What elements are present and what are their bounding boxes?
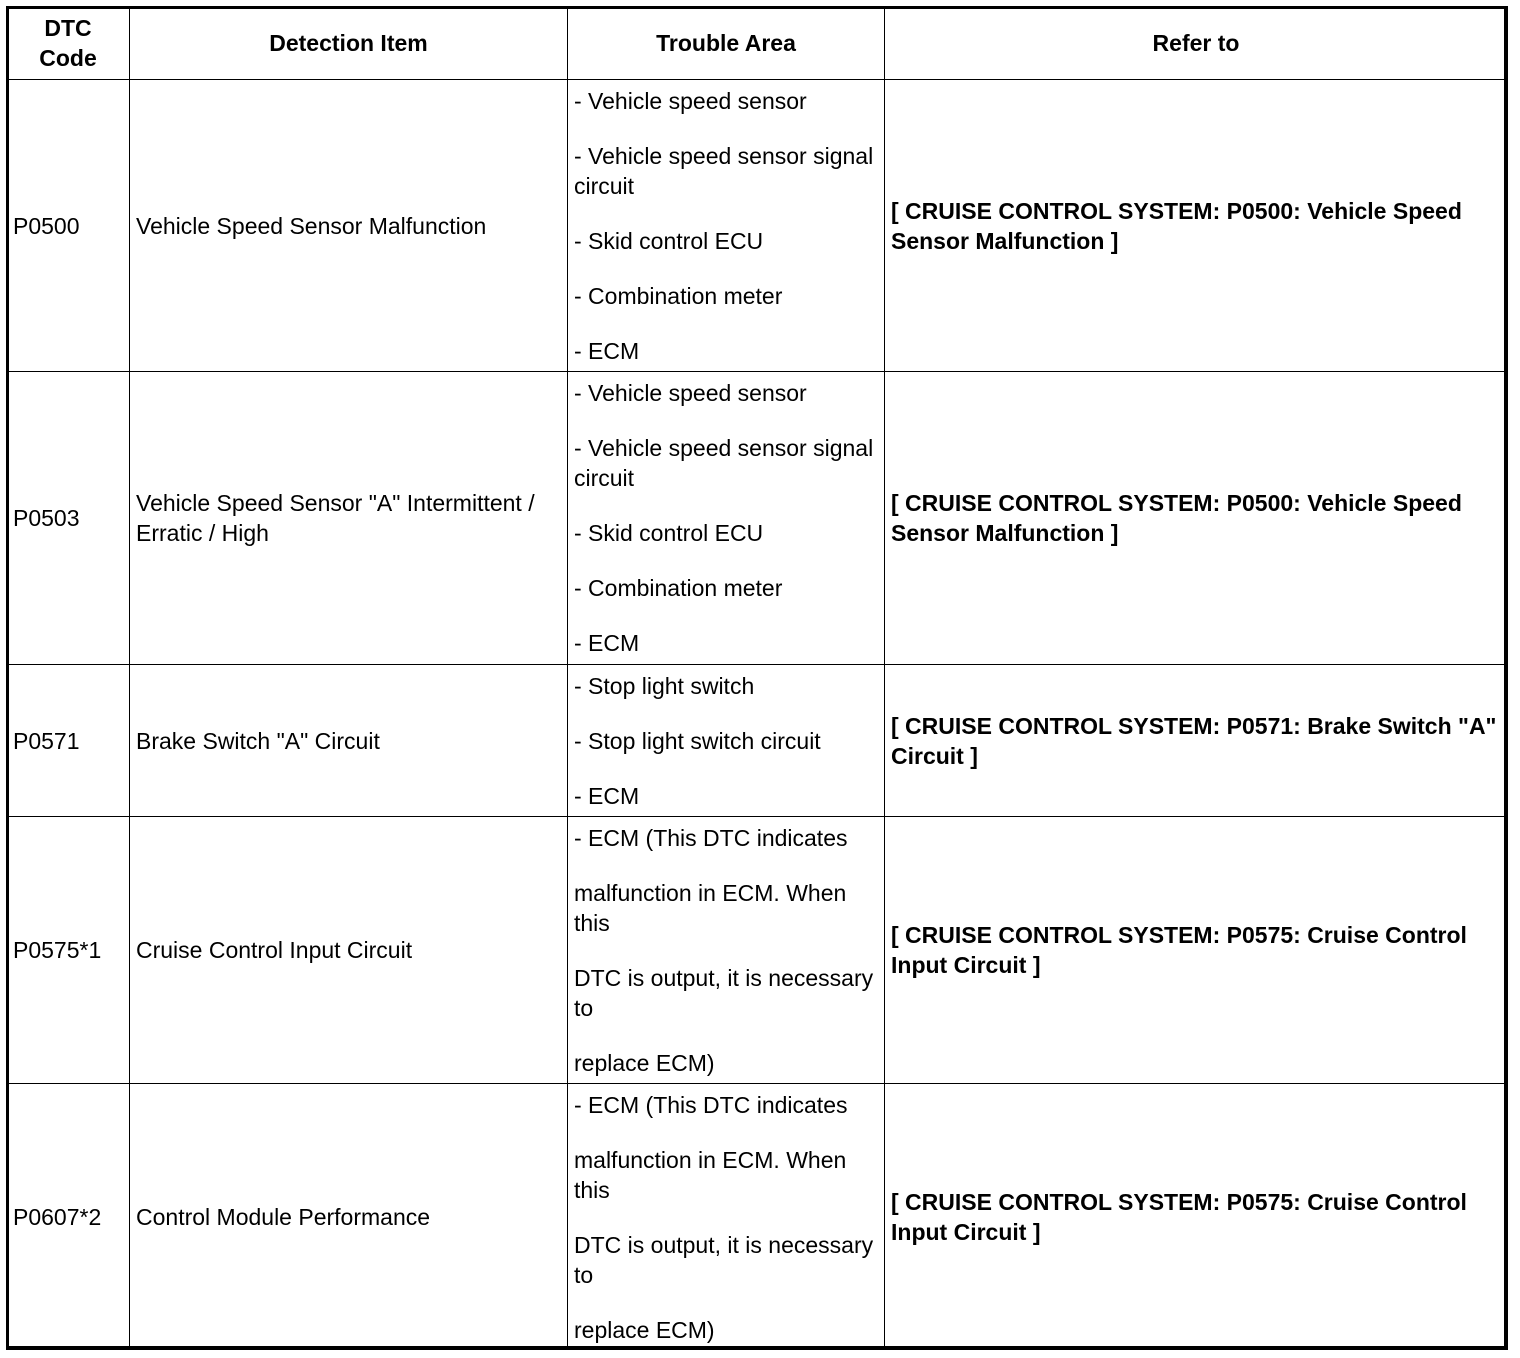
detection-item-cell: Vehicle Speed Sensor "A" Intermittent / Erratic / High [130,372,568,665]
dtc-code-cell: P0500 [7,80,130,372]
detection-item-cell: Vehicle Speed Sensor Malfunction [130,80,568,372]
table-outer-border [6,6,1507,1349]
dtc-code-cell: P0571 [7,665,130,817]
trouble-item: replace ECM) [574,1317,715,1343]
trouble-item: - Skid control ECU [574,520,764,546]
trouble-item: DTC is output, it is necessary to [574,965,874,1021]
trouble-item: - Combination meter [574,575,783,601]
trouble-item: - Skid control ECU [574,228,764,254]
refer-to-link[interactable]: [ CRUISE CONTROL SYSTEM: P0500: Vehicle Speed Sensor Malfunction ] [885,372,1508,665]
dtc-code-cell: P0503 [7,372,130,665]
detection-item-cell: Brake Switch "A" Circuit [130,665,568,817]
trouble-item: - Stop light switch circuit [574,728,821,754]
trouble-item: replace ECM) [574,1050,715,1076]
header-trouble-area: Trouble Area [568,7,885,80]
trouble-item: DTC is output, it is necessary to [574,1232,874,1288]
trouble-item: - Combination meter [574,283,783,309]
refer-to-link[interactable]: [ CRUISE CONTROL SYSTEM: P0571: Brake Switch "A" Circuit ] [885,665,1508,817]
header-refer-to: Refer to [885,7,1508,80]
detection-item-cell: Cruise Control Input Circuit [130,817,568,1084]
trouble-item: malfunction in ECM. When this [574,1147,847,1203]
trouble-item: - Vehicle speed sensor [574,380,807,406]
detection-item-cell: Control Module Performance [130,1084,568,1350]
trouble-item: - ECM [574,783,640,809]
refer-to-link[interactable]: [ CRUISE CONTROL SYSTEM: P0575: Cruise Control Input Circuit ] [885,1084,1508,1350]
dtc-code-cell: P0607*2 [7,1084,130,1350]
trouble-item: - Stop light switch [574,673,755,699]
trouble-item: - ECM [574,338,640,364]
trouble-item: - Vehicle speed sensor [574,88,807,114]
trouble-item: - ECM (This DTC indicates [574,1092,848,1118]
trouble-item: - Vehicle speed sensor signal circuit [574,435,874,491]
trouble-item: - Vehicle speed sensor signal circuit [574,143,874,199]
header-detection-item: Detection Item [130,7,568,80]
header-dtc-code: DTC Code [7,7,130,80]
refer-to-link[interactable]: [ CRUISE CONTROL SYSTEM: P0500: Vehicle Speed Sensor Malfunction ] [885,80,1508,372]
trouble-item: - ECM (This DTC indicates [574,825,848,851]
trouble-item: malfunction in ECM. When this [574,880,847,936]
dtc-code-cell: P0575*1 [7,817,130,1084]
trouble-item: - ECM [574,630,640,656]
refer-to-link[interactable]: [ CRUISE CONTROL SYSTEM: P0575: Cruise Control Input Circuit ] [885,817,1508,1084]
